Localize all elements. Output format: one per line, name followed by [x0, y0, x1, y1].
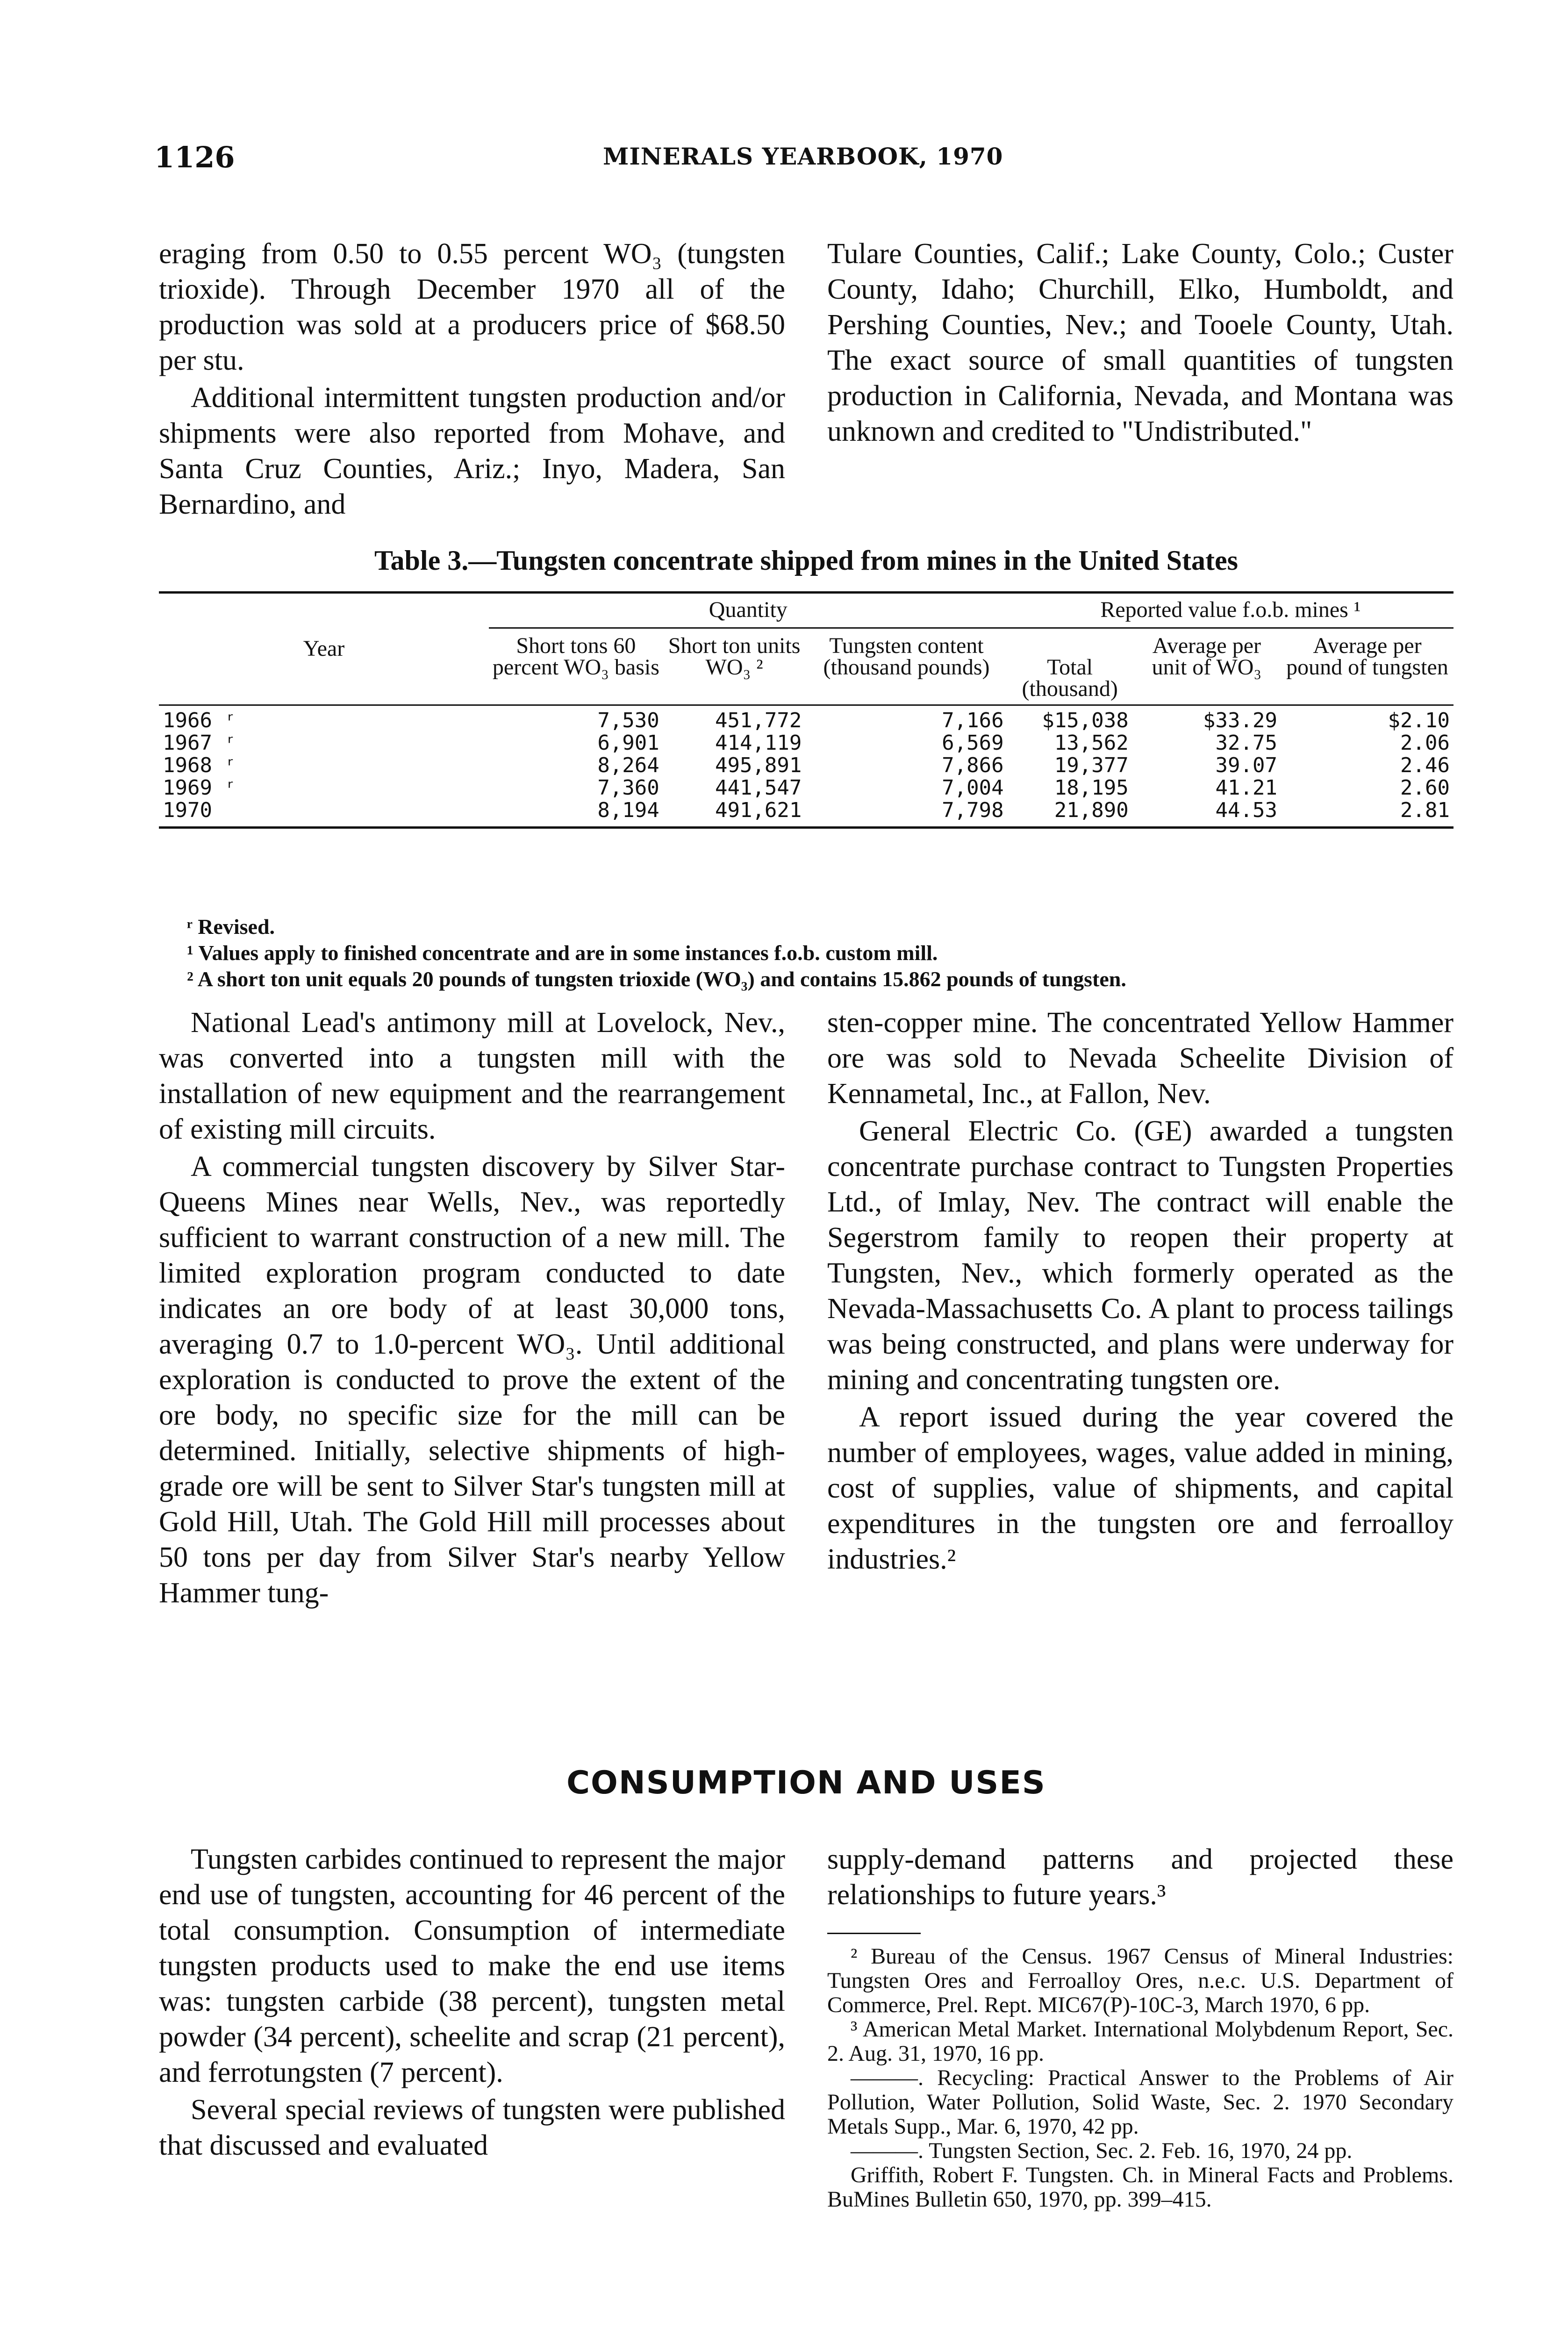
cell-year: 1967 ʳ: [163, 731, 237, 755]
cell-total: $15,038: [1042, 709, 1129, 732]
cell-avg-pound: 2.81: [1400, 798, 1450, 822]
cell-avg-pound: $2.10: [1388, 709, 1450, 732]
paragraph: General Electric Co. (GE) awarded a tungsten concentrate purchase contract to Tungsten Properties Ltd., of Imlay, Nev. The contract will enable the Segerstrom family to reopen their property at Tungsten, Nev., which formerly operated as the Nevada-Massachusetts Co. A plant to process tailings was being constructed, and plans were underway for mining and concentrating tungsten ore.: [827, 1115, 1453, 1396]
cell-content: 7,166: [942, 709, 1004, 732]
footnote: Griffith, Robert F. Tungsten. Ch. in Mineral Facts and Problems. BuMines Bulletin 650, 1970, pp. 399–415.: [827, 2163, 1453, 2212]
cell-content: 7,004: [942, 776, 1004, 800]
cell-avg-pound: 2.46: [1400, 753, 1450, 777]
col-tungsten-content: Tungsten content (thousand pounds): [823, 633, 990, 680]
group-quantity: Quantity: [489, 594, 1008, 628]
paragraph: Several special reviews of tungsten were published that discussed and evaluated: [159, 2094, 785, 2161]
tungsten-table: [159, 591, 1453, 829]
table-footnote: ʳ Revised.: [187, 915, 275, 939]
cell-total: 18,195: [1054, 776, 1129, 800]
table-row: [159, 777, 1453, 799]
col-avg-wo3: Average per unit of WO₃: [1152, 633, 1262, 680]
cell-content: 6,569: [942, 731, 1004, 755]
cell-units: 414,119: [715, 731, 802, 755]
footnote: ² Bureau of the Census. 1967 Census of Mineral Industries: Tungsten Ores and Ferroalloy Ores, n.e.c. U.S. Department of Commerce, Prel. Rept. MIC67(P)-10C-3, March 1970, 6 pp.: [827, 1944, 1453, 2017]
footnote: ³ American Metal Market. International Molybdenum Report, Sec. 2. Aug. 31, 1970, 16 pp.: [827, 2017, 1453, 2066]
cell-avg-unit: 44.53: [1215, 798, 1277, 822]
cell-year: 1969 ʳ: [163, 776, 237, 800]
cell-short-tons: 7,360: [597, 776, 659, 800]
table-row: [159, 710, 1453, 732]
middle-left-column: [159, 1005, 785, 1611]
section-heading: CONSUMPTION AND USES: [566, 1764, 1046, 1801]
col-short-tons: Short tons 60 percent WO₃ basis: [492, 633, 659, 680]
bottom-left-column: [159, 1842, 785, 2163]
table-footnotes: [159, 914, 1453, 992]
paragraph: eraging from 0.50 to 0.55 percent WO₃ (tungsten trioxide). Through December 1970 all of the production was sold at a producers price of $68.50 per stu.: [159, 238, 785, 376]
cell-short-tons: 7,530: [597, 709, 659, 732]
table-caption: Table 3.—Tungsten concentrate shipped from mines in the United States: [374, 545, 1238, 576]
middle-right-column: [827, 1005, 1453, 1577]
cell-year: 1966 ʳ: [163, 709, 237, 732]
col-short-ton-units: Short ton units WO₃ ²: [668, 633, 801, 680]
table-footnote: ² A short ton unit equals 20 pounds of tungsten trioxide (WO₃) and contains 15.862 pounds of tungsten.: [187, 967, 1126, 991]
paragraph: supply-demand patterns and projected these relationships to future years.³: [827, 1843, 1453, 1911]
paragraph: sten-copper mine. The concentrated Yellow Hammer ore was sold to Nevada Scheelite Division of Kennametal, Inc., at Fallon, Nev.: [827, 1007, 1453, 1110]
cell-short-tons: 8,264: [597, 753, 659, 777]
table-row: [159, 754, 1453, 777]
paragraph: Tulare Counties, Calif.; Lake County, Colo.; Custer County, Idaho; Churchill, Elko, Humboldt, and Pershing Counties, Nev.; and Tooele County, Utah. The exact source of small quantities of tungsten production in California, Nevada, and Montana was unknown and credited to "Undistributed.": [827, 238, 1453, 447]
cell-short-tons: 8,194: [597, 798, 659, 822]
cell-avg-unit: 32.75: [1215, 731, 1277, 755]
cell-avg-unit: $33.29: [1203, 709, 1277, 732]
cell-year: 1968 ʳ: [163, 753, 237, 777]
cell-avg-unit: 41.21: [1215, 776, 1277, 800]
page-number: 1126: [154, 140, 235, 174]
paragraph: National Lead's antimony mill at Lovelock, Nev., was converted into a tungsten mill with the installation of new equipment and the rearrangement of existing mill circuits.: [159, 1007, 785, 1145]
table-row: [159, 799, 1453, 822]
cell-units: 451,772: [715, 709, 802, 732]
page-footnotes: [827, 1944, 1453, 2212]
footnote-divider: [827, 1933, 921, 1934]
cell-units: 495,891: [715, 753, 802, 777]
paragraph: A commercial tungsten discovery by Silver Star-Queens Mines near Wells, Nev., was reportedly sufficient to warrant construction of a new mill. The limited exploration program conducted to date indicates an ore body of at least 30,000 tons, averaging 0.7 to 1.0-percent WO₃. Until additional exploration is conducted to prove the extent of the ore body, no specific size for the mill can be determined. Initially, selective shipments of high-grade ore will be sent to Silver Star's tungsten mill at Gold Hill, Utah. The Gold Hill mill processes about 50 tons per day from Silver Star's nearby Yellow Hammer tung-: [159, 1151, 785, 1609]
cell-content: 7,866: [942, 753, 1004, 777]
cell-content: 7,798: [942, 798, 1004, 822]
top-left-column: [159, 236, 785, 522]
paragraph: Tungsten carbides continued to represent the major end use of tungsten, accounting for 46 percent of the total consumption. Consumption of intermediate tungsten products used to make the end use items was: tungsten carbide (38 percent), tungsten metal powder (34 percent), scheelite and scrap (21 percent), and ferrotungsten (7 percent).: [159, 1843, 785, 2088]
table-row: [159, 732, 1453, 754]
footnote: ———. Recycling: Practical Answer to the Problems of Air Pollution, Water Pollution, Solid Waste, Sec. 2. 1970 Secondary Metals Supp., Mar. 6, 1970, 42 pp.: [827, 2065, 1453, 2139]
cell-year: 1970: [163, 798, 212, 822]
cell-avg-pound: 2.60: [1400, 776, 1450, 800]
footnote: ———. Tungsten Section, Sec. 2. Feb. 16, 1970, 24 pp.: [851, 2138, 1353, 2163]
col-year: Year: [303, 636, 345, 661]
group-value: Reported value f.o.b. mines ¹: [1008, 594, 1453, 628]
col-avg-tungsten: Average per pound of tungsten: [1286, 633, 1448, 680]
cell-total: 13,562: [1054, 731, 1129, 755]
cell-short-tons: 6,901: [597, 731, 659, 755]
bottom-right-column: [827, 1842, 1453, 1913]
cell-units: 491,621: [715, 798, 802, 822]
cell-avg-pound: 2.06: [1400, 731, 1450, 755]
paragraph: Additional intermittent tungsten production and/or shipments were also reported from Mohave, and Santa Cruz Counties, Ariz.; Inyo, Madera, San Bernardino, and: [159, 382, 785, 520]
paragraph: A report issued during the year covered the number of employees, wages, value added in mining, cost of supplies, value of shipments, and capital expenditures in the tungsten ore and ferroalloy industries.²: [827, 1401, 1453, 1575]
cell-total: 19,377: [1054, 753, 1129, 777]
cell-avg-unit: 39.07: [1215, 753, 1277, 777]
running-title: MINERALS YEARBOOK, 1970: [603, 143, 1003, 170]
cell-units: 441,547: [715, 776, 802, 800]
col-total: Total (thousand): [1022, 655, 1118, 701]
cell-total: 21,890: [1054, 798, 1129, 822]
table-footnote: ¹ Values apply to finished concentrate and are in some instances f.o.b. custom mill.: [187, 941, 938, 965]
top-right-column: [827, 236, 1453, 449]
